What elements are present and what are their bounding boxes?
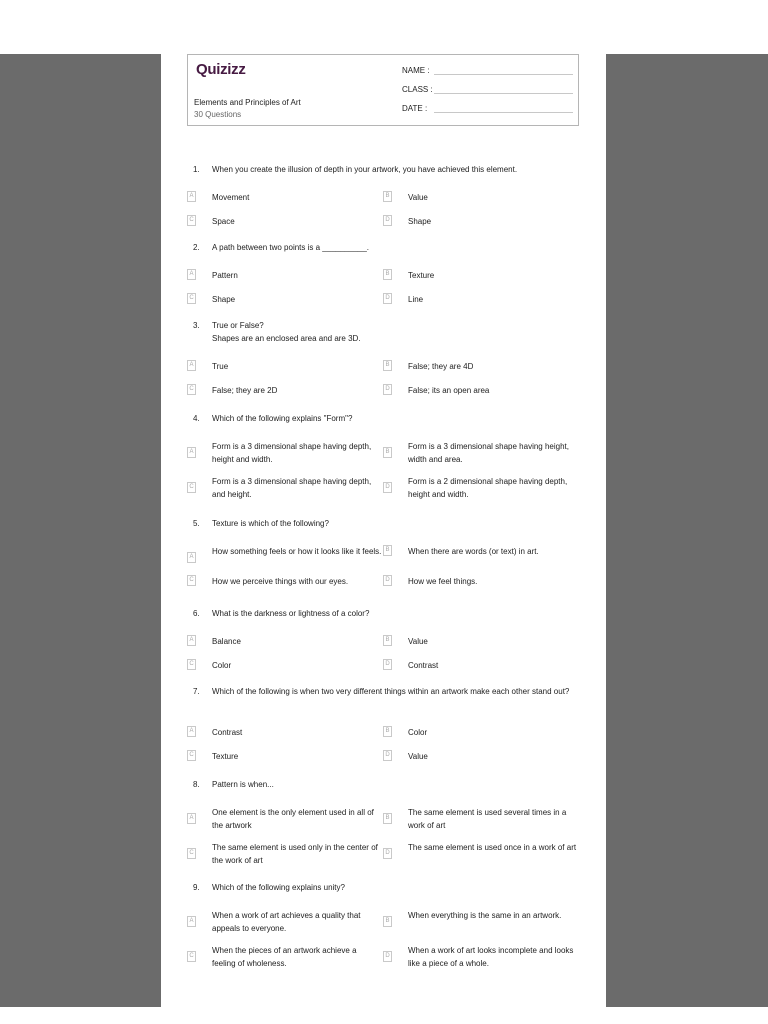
question-number: 7. — [193, 687, 200, 696]
option-letter-box[interactable]: B — [383, 191, 392, 202]
option-letter-box[interactable]: C — [187, 293, 196, 304]
question-text: Which of the following is when two very different things within an artwork make each other stand out? — [212, 687, 570, 696]
option-letter-box[interactable]: A — [187, 269, 196, 280]
option-letter-box[interactable]: B — [383, 635, 392, 646]
question-count: 30 Questions — [194, 110, 242, 119]
option-text: How we feel things. — [408, 577, 478, 586]
option-text: When a work of art achieves a quality that appeals to everyone. — [212, 911, 361, 933]
option-text: Form is a 3 dimensional shape having depth, and height. — [212, 477, 372, 499]
left-margin — [0, 54, 161, 1007]
option-letter-box[interactable]: C — [187, 750, 196, 761]
worksheet-page — [161, 54, 606, 1007]
option-letter-box[interactable]: B — [383, 916, 392, 927]
option-letter-box[interactable]: C — [187, 951, 196, 962]
class-line — [434, 93, 573, 94]
question-text: When you create the illusion of depth in your artwork, you have achieved this element. — [212, 165, 518, 174]
option-letter-box[interactable]: D — [383, 384, 392, 395]
option-text: Texture — [408, 271, 435, 280]
option-letter-box[interactable]: D — [383, 293, 392, 304]
option-text: The same element is used once in a work of art — [408, 843, 577, 852]
question-number: 9. — [193, 883, 200, 892]
option-letter-box[interactable]: C — [187, 482, 196, 493]
question-text: A path between two points is a __________. — [212, 243, 370, 252]
option-text: Line — [408, 295, 424, 304]
class-label: CLASS : — [402, 85, 433, 94]
question-number: 2. — [193, 243, 200, 252]
worksheet-header — [187, 54, 579, 126]
question-text: Texture is which of the following? — [212, 519, 329, 528]
option-text: Pattern — [212, 271, 238, 280]
option-text: Shape — [408, 217, 432, 226]
question-number: 4. — [193, 414, 200, 423]
option-letter-box[interactable]: C — [187, 215, 196, 226]
option-text: Color — [212, 661, 232, 670]
question-number: 1. — [193, 165, 200, 174]
quizizz-logo: Quizizz — [196, 61, 246, 78]
option-letter-box[interactable]: D — [383, 848, 392, 859]
option-letter-box[interactable]: D — [383, 215, 392, 226]
option-letter-box[interactable]: C — [187, 575, 196, 586]
option-text: True — [212, 362, 229, 371]
option-letter-box[interactable]: C — [187, 384, 196, 395]
option-letter-box[interactable]: D — [383, 750, 392, 761]
option-text: Space — [212, 217, 235, 226]
option-text: When there are words (or text) in art. — [408, 547, 539, 556]
option-text: How something feels or how it looks like it feels. — [212, 547, 382, 556]
option-letter-box[interactable]: A — [187, 813, 196, 824]
quiz-title: Elements and Principles of Art — [194, 98, 301, 107]
option-letter-box[interactable]: C — [187, 848, 196, 859]
option-letter-box[interactable]: B — [383, 813, 392, 824]
option-text: Form is a 2 dimensional shape having depth, height and width. — [408, 477, 568, 499]
option-letter-box[interactable]: A — [187, 726, 196, 737]
option-text: When a work of art looks incomplete and looks like a piece of a whole. — [408, 946, 574, 968]
option-text: When everything is the same in an artwork. — [408, 911, 562, 920]
option-letter-box[interactable]: A — [187, 552, 196, 563]
name-field — [402, 66, 430, 75]
question-number: 5. — [193, 519, 200, 528]
option-text: Value — [408, 193, 428, 202]
question-text: True or False? Shapes are an enclosed area and are 3D. — [212, 321, 361, 343]
option-text: Movement — [212, 193, 250, 202]
option-text: False; they are 2D — [212, 386, 278, 395]
option-letter-box[interactable]: D — [383, 659, 392, 670]
date-field — [402, 104, 427, 113]
option-text: The same element is used several times in a work of art — [408, 808, 567, 830]
option-text: Value — [408, 752, 428, 761]
question-number: 3. — [193, 321, 200, 330]
name-label: NAME : — [402, 66, 430, 75]
question-text: What is the darkness or lightness of a color? — [212, 609, 370, 618]
option-text: Shape — [212, 295, 236, 304]
option-letter-box[interactable]: B — [383, 360, 392, 371]
option-letter-box[interactable]: C — [187, 659, 196, 670]
option-letter-box[interactable]: B — [383, 545, 392, 556]
option-text: Texture — [212, 752, 239, 761]
option-text: Value — [408, 637, 428, 646]
class-field — [402, 85, 433, 94]
option-text: False; they are 4D — [408, 362, 474, 371]
option-text: Form is a 3 dimensional shape having height, width and area. — [408, 442, 569, 464]
option-letter-box[interactable]: B — [383, 269, 392, 280]
question-number: 8. — [193, 780, 200, 789]
question-text: Which of the following explains unity? — [212, 883, 345, 892]
right-margin — [606, 54, 768, 1007]
option-text: The same element is used only in the center of the work of art — [212, 843, 378, 865]
option-letter-box[interactable]: D — [383, 951, 392, 962]
option-letter-box[interactable]: B — [383, 726, 392, 737]
option-letter-box[interactable]: A — [187, 447, 196, 458]
option-letter-box[interactable]: B — [383, 447, 392, 458]
option-text: When the pieces of an artwork achieve a feeling of wholeness. — [212, 946, 357, 968]
option-letter-box[interactable]: A — [187, 635, 196, 646]
option-text: One element is the only element used in all of the artwork — [212, 808, 374, 830]
option-letter-box[interactable]: A — [187, 360, 196, 371]
date-line — [434, 112, 573, 113]
option-text: Contrast — [408, 661, 439, 670]
option-text: Form is a 3 dimensional shape having depth, height and width. — [212, 442, 372, 464]
option-letter-box[interactable]: D — [383, 575, 392, 586]
option-text: Color — [408, 728, 428, 737]
date-label: DATE : — [402, 104, 428, 113]
question-text: Which of the following explains "Form"? — [212, 414, 353, 423]
option-text: Balance — [212, 637, 241, 646]
question-number: 6. — [193, 609, 200, 618]
option-text: Contrast — [212, 728, 243, 737]
option-letter-box[interactable]: D — [383, 482, 392, 493]
option-text: False; its an open area — [408, 386, 490, 395]
option-letter-box[interactable]: A — [187, 191, 196, 202]
question-text: Pattern is when... — [212, 780, 274, 789]
name-line — [434, 74, 573, 75]
option-text: How we perceive things with our eyes. — [212, 577, 349, 586]
option-letter-box[interactable]: A — [187, 916, 196, 927]
